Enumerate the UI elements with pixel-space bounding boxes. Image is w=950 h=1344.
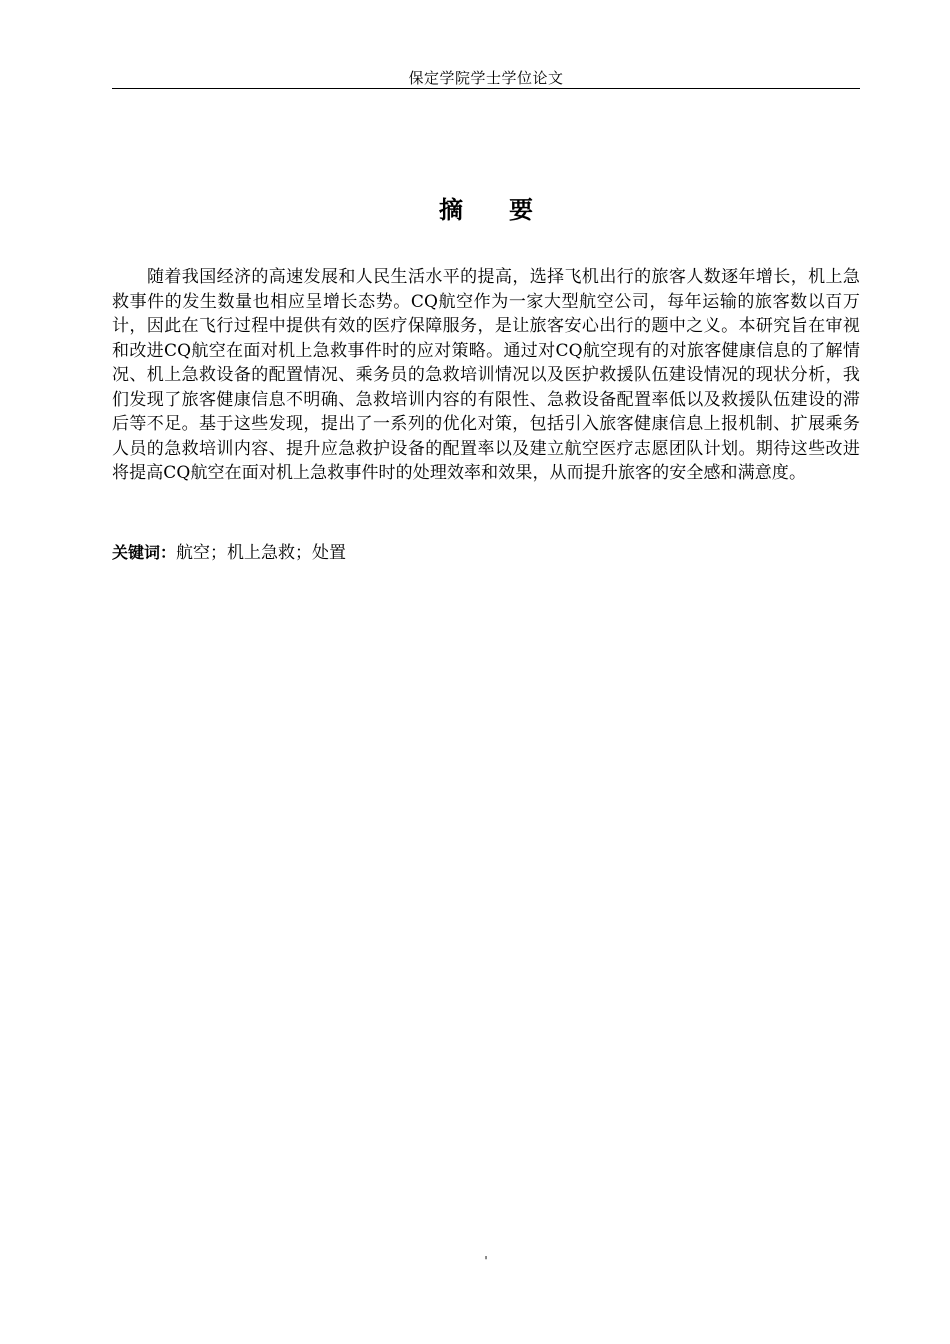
abstract-body: 随着我国经济的高速发展和人民生活水平的提高，选择飞机出行的旅客人数逐年增长，机上急救事件的发生数量也相应呈增长态势。CQ航空作为一家大型航空公司，每年运输的旅客数以百万计，因此在飞行过程中提供有效的医疗保障服务，是让旅客安心出行的题中之义。本研究旨在审视和改进CQ航空在面对机上急救事件时的应对策略。通过对CQ航空现有的对旅客健康信息的了解情况、机上急救设备的配置情况、乘务员的急救培训情况以及医护救援队伍建设情况的现状分析，我们发现了旅客健康信息不明确、急救培训内容的有限性、急救设备配置率低以及救援队伍建设的滞后等不足。基于这些发现，提出了一系列的优化对策，包括引入旅客健康信息上报机制、扩展乘务人员的急救培训内容、提升应急救护设备的配置率以及建立航空医疗志愿团队计划。期待这些改进将提高CQ航空在面对机上急救事件时的处理效率和效果，从而提升旅客的安全感和满意度。 bbox=[112, 267, 860, 483]
keywords-label: 关键词： bbox=[112, 543, 177, 562]
keywords-line bbox=[112, 541, 860, 565]
running-header: 保定学院学士学位论文 bbox=[408, 69, 564, 87]
header-rule bbox=[112, 88, 860, 89]
keywords-value: 航空；机上急救；处置 bbox=[176, 543, 347, 563]
page-footer-mark: ' bbox=[484, 1254, 488, 1268]
page-title: 摘要 bbox=[439, 196, 579, 224]
